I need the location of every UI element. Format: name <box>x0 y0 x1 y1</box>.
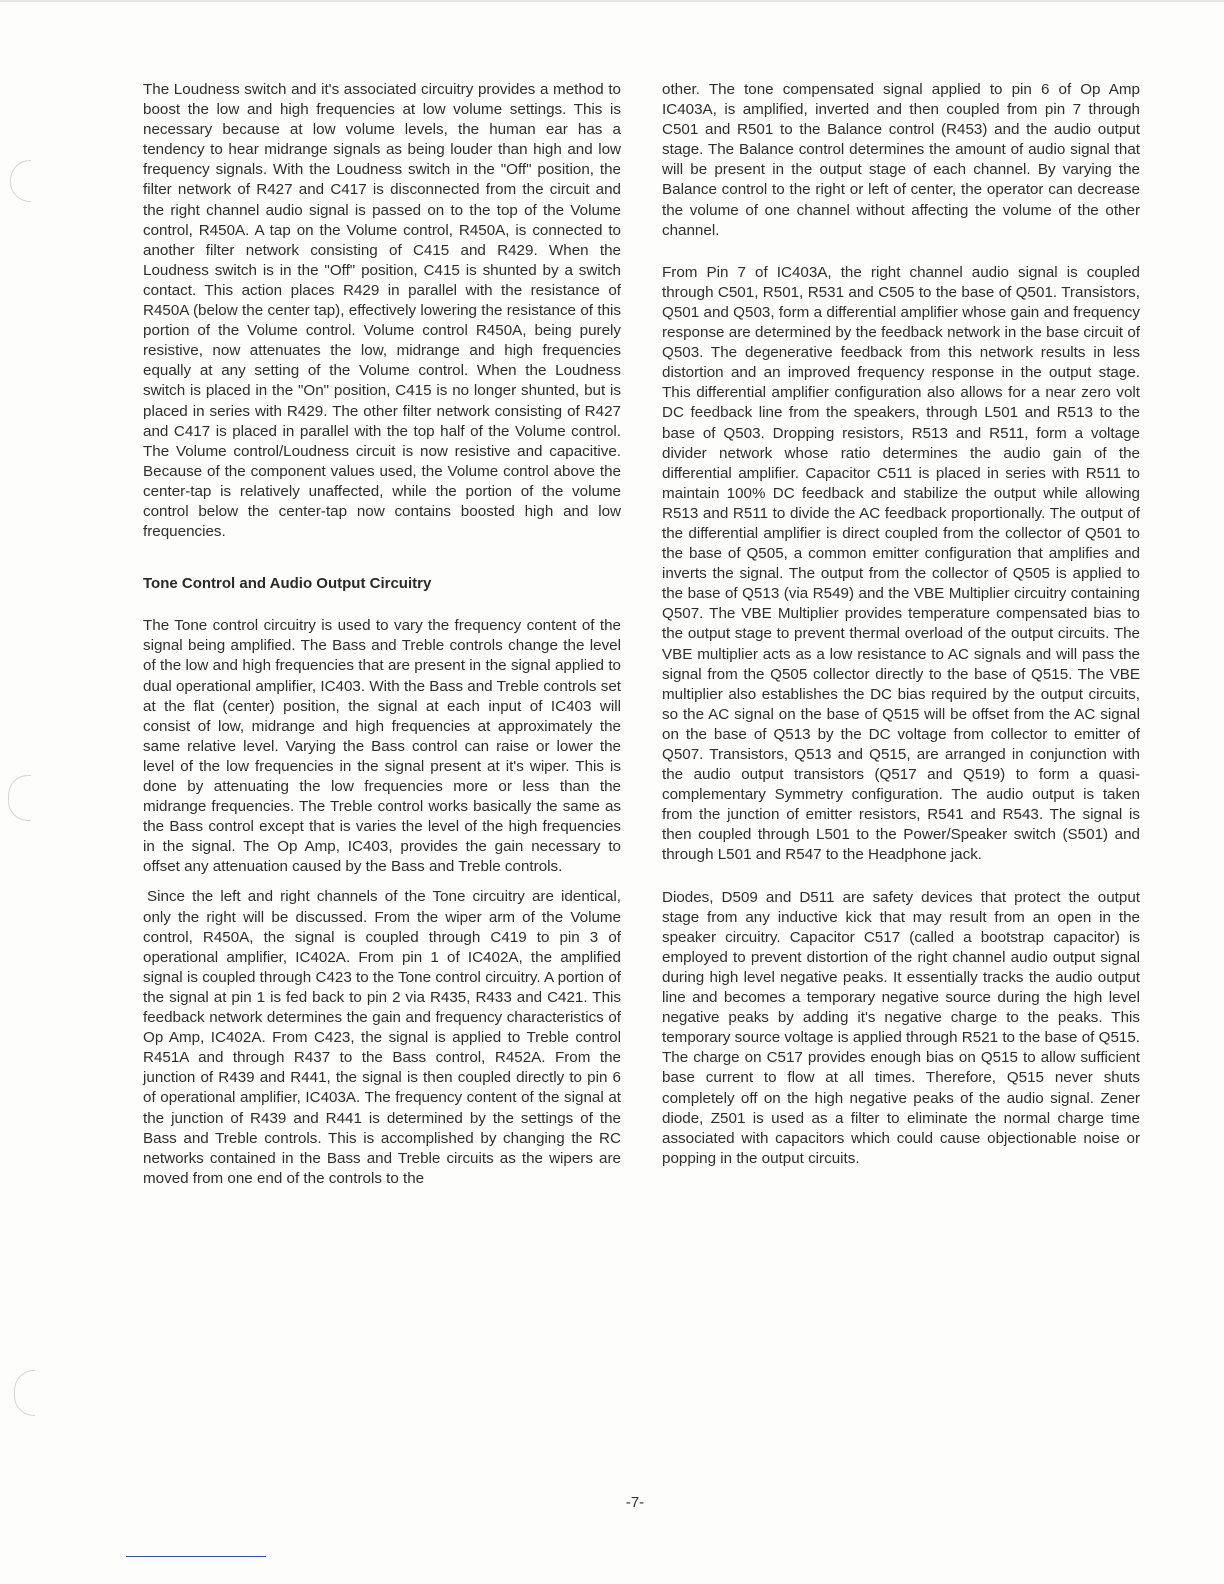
section-heading: Tone Control and Audio Output Circuitry <box>143 575 432 593</box>
loudness-paragraph: The Loudness switch and it's associated circuitry provides a method to boost the low and high frequencies at low volume settings. This is necessary because at low volume levels, the human ear has a tendency to hear midrange signals as being louder than high and low frequency signals. With the Loudness switch in the "Off" position, the filter network of R427 and C417 is disconnected from the circuit and the right channel audio signal is passed on to the top of the Volume control, R450A. A tap on the Volume control, R450A, is connected to another filter network consisting of C415 and R429. When the Loudness switch is in the "Off" position, C415 is shunted by a switch contact. This action places R429 in parallel with the resistance of R450A (below the center tap), effectively lowering the resistance of this portion of the Volume control. Volume control R450A, being purely resistive, now attenuates the low, midrange and high frequencies equally at any setting of the Volume control. When the Loudness switch is placed in the "On" position, C415 is no longer shunted, but is placed in series with R429. The other filter network consisting of R427 and C417 is placed in parallel with the top half of the Volume control. The Volume control/Loudness circuit is now resistive and capacitive. Because of the component values used, the Volume control above the center-tap is relatively unaffected, while the portion of the volume control below the center-tap now contains boosted high and low frequencies. <box>143 81 621 541</box>
page-top-edge <box>0 0 1224 2</box>
right-column <box>662 80 1140 1169</box>
balance-paragraph: other. The tone compensated signal applied to pin 6 of Op Amp IC403A, is amplified, inverted and then coupled from pin 7 through C501 and R501 to the Balance control (R453) and the audio output stage. The Balance control determines the amount of audio signal that will be present in the output stage of each channel. By varying the Balance control to the right or left of center, the operator can decrease the volume of one channel without affecting the volume of the other channel. <box>662 81 1140 239</box>
output-stage-paragraph: From Pin 7 of IC403A, the right channel audio signal is coupled through C501, R501, R531 and C505 to the base of Q501. Transistors, Q501 and Q503, form a differential amplifier whose gain and frequency response are determined by the feedback network in the base circuit of Q503. The degenerative feedback from this network results in less distortion and an improved frequency response in the output stage. This differential amplifier configuration also allows for a near zero volt DC feedback line from the speakers, through L501 and R513 to the base of Q503. Dropping resistors, R513 and R511, form a voltage divider network whose ratio determines the audio gain of the differential amplifier. Capacitor C511 is placed in series with R511 to maintain 100% DC feedback and stabilize the output while allowing R513 and R511 to divide the AC feedback proportionally. The output of the differential amplifier is direct coupled from the collector of Q501 to the base of Q505, a common emitter configuration that amplifies and inverts the signal. The output from the collector of Q505 is applied to the base of Q513 (via R549) and the VBE Multiplier circuitry containing Q507. The VBE Multiplier provides temperature compensated bias to the output stage to prevent thermal overload of the output circuits. The VBE multiplier acts as a low resistance to AC signals and will pass the signal from the Q505 collector directly to the base of Q515. The VBE multiplier also establishes the DC bias required by the output circuits, so the AC signal on the base of Q515 will be offset from the AC signal on the base of Q513 by the DC voltage from collector to emitter of Q507. Transistors, Q513 and Q515, are arranged in conjunction with the audio output transistors (Q517 and Q519) to form a quasi-complementary Symmetry configuration. The audio output is taken from the junction of emitter resistors, R541 and R543. The signal is then coupled through L501 to the Power/Speaker switch (S501) and through L501 and R547 to the Headphone jack. <box>662 263 1140 864</box>
left-column <box>143 80 621 1189</box>
binding-hole-mark <box>10 160 31 202</box>
protection-paragraph: Diodes, D509 and D511 are safety devices that protect the output stage from any inductive kick that may result from an open in the speaker circuitry. Capacitor C517 (called a bootstrap capacitor) is employed to prevent distortion of the right channel audio output signal during high level negative peaks. It essentially tracks the audio output line and becomes a temporary negative source during the high level negative peaks by adding it's negative charge to the peaks. This temporary source voltage is applied through R521 to the base of Q515. The charge on C517 provides enough bias on Q515 to allow sufficient base current to flow at all times. Therefore, Q515 never shuts completely off on the high negative peaks of the audio signal. Zener diode, Z501 is used as a filter to eliminate the normal charge time associated with capacitors which could cause objectionable noise or popping in the output circuits. <box>662 888 1140 1167</box>
binding-hole-mark <box>8 775 31 821</box>
footnote-rule <box>126 1556 266 1557</box>
binding-hole-mark <box>14 1370 35 1416</box>
page-number: -7- <box>625 1494 645 1511</box>
tone-circuit-paragraph: Since the left and right channels of the Tone circuitry are identical, only the right will be discussed. From the wiper arm of the Volume control, R450A, the signal is coupled through C419 to pin 3 of operational amplifier, IC402A. From pin 1 of IC402A, the amplified signal is coupled through C423 to the Tone control circuitry. A portion of the signal at pin 1 is fed back to pin 2 via R435, R433 and C421. This feedback network determines the gain and frequency characteristics of Op Amp, IC402A. From C423, the signal is applied to Treble control R451A and through R437 to the Bass control, R452A. From the junction of R439 and R441, the signal is then coupled directly to pin 6 of operational amplifier, IC403A. The frequency content of the signal at the junction of R439 and R441 is determined by the settings of the Bass and Treble controls. This is accomplished by changing the RC networks contained in the Bass and Treble circuits as the wipers are moved from one end of the controls to the <box>143 888 621 1187</box>
tone-control-paragraph: The Tone control circuitry is used to vary the frequency content of the signal being amplified. The Bass and Treble controls change the level of the low and high frequencies that are present in the signal applied to dual operational amplifier, IC403. With the Bass and Treble controls set at the flat (center) position, the signal at each input of IC403 will consist of low, midrange and high frequencies at approximately the same relative level. Varying the Bass control can raise or lower the level of the low frequencies in the signal present at it's wiper. This is done by attenuating the low frequencies more or less than the midrange frequencies. The Treble control works basically the same as the Bass control except that is varies the level of the high frequencies in the signal. The Op Amp, IC403, provides the gain necessary to offset any attenuation caused by the Bass and Treble controls. <box>143 617 621 876</box>
